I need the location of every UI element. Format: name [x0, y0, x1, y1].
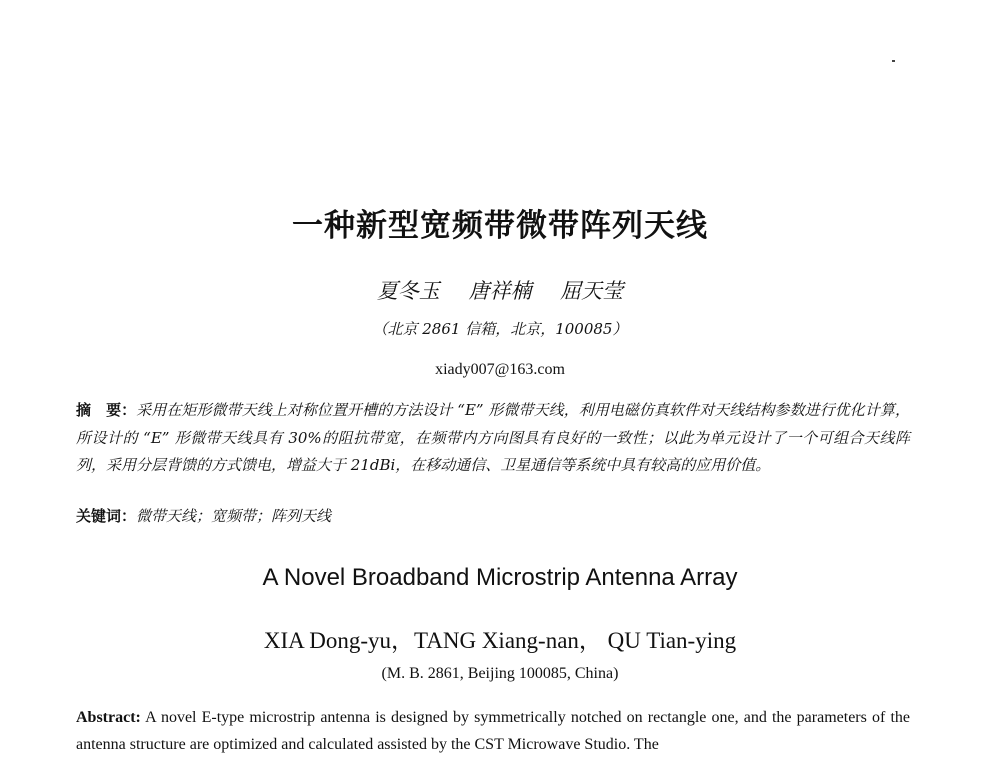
chinese-keywords — [76, 505, 910, 526]
english-authors: XIA Dong-yu，TANG Xiang-nan， QU Tian-ying — [263, 628, 737, 653]
chinese-keywords-text: 微带天线；宽频带；阵列天线 — [136, 507, 332, 525]
chinese-affiliation: （北京 2861 信箱，北京，100085） — [372, 320, 628, 338]
english-abstract — [76, 704, 910, 758]
chinese-authors: 夏冬玉 唐祥楠 屈天莹 — [376, 279, 624, 303]
english-title: A Novel Broadband Microstrip Antenna Array — [262, 564, 738, 591]
scan-speck — [892, 60, 895, 62]
chinese-abstract-text: 采用在矩形微带天线上对称位置开槽的方法设计 “E” 形微带天线，利用电磁仿真软件对天线结构参数进行优化计算，所设计的 “E” 形微带天线具有 30%的阻抗带宽，在频带内方向图具有良好的一致性；以此为单元设计了一个可组合天线阵列，采用分层背馈的方式馈电，增益大于 21dBi，在移动通信、卫星通信等系统中具有较高的应用价值。 — [76, 401, 910, 474]
chinese-title: 一种新型宽频带微带阵列天线 — [292, 208, 708, 244]
english-abstract-text: A novel E-type microstrip antenna is designed by symmetrically notched on rectangle one, and the parameters of the antenna structure are optimized and calculated assisted by the CST Microwave Studio. The — [76, 709, 910, 753]
english-abstract-label: Abstract: — [76, 709, 141, 726]
english-affiliation: (M. B. 2861, Beijing 100085, China) — [381, 665, 619, 682]
chinese-keywords-label: 关键词： — [76, 507, 137, 525]
author-email: xiady007@163.com — [435, 361, 565, 378]
chinese-abstract — [76, 397, 910, 480]
chinese-abstract-label: 摘 要： — [76, 401, 137, 419]
